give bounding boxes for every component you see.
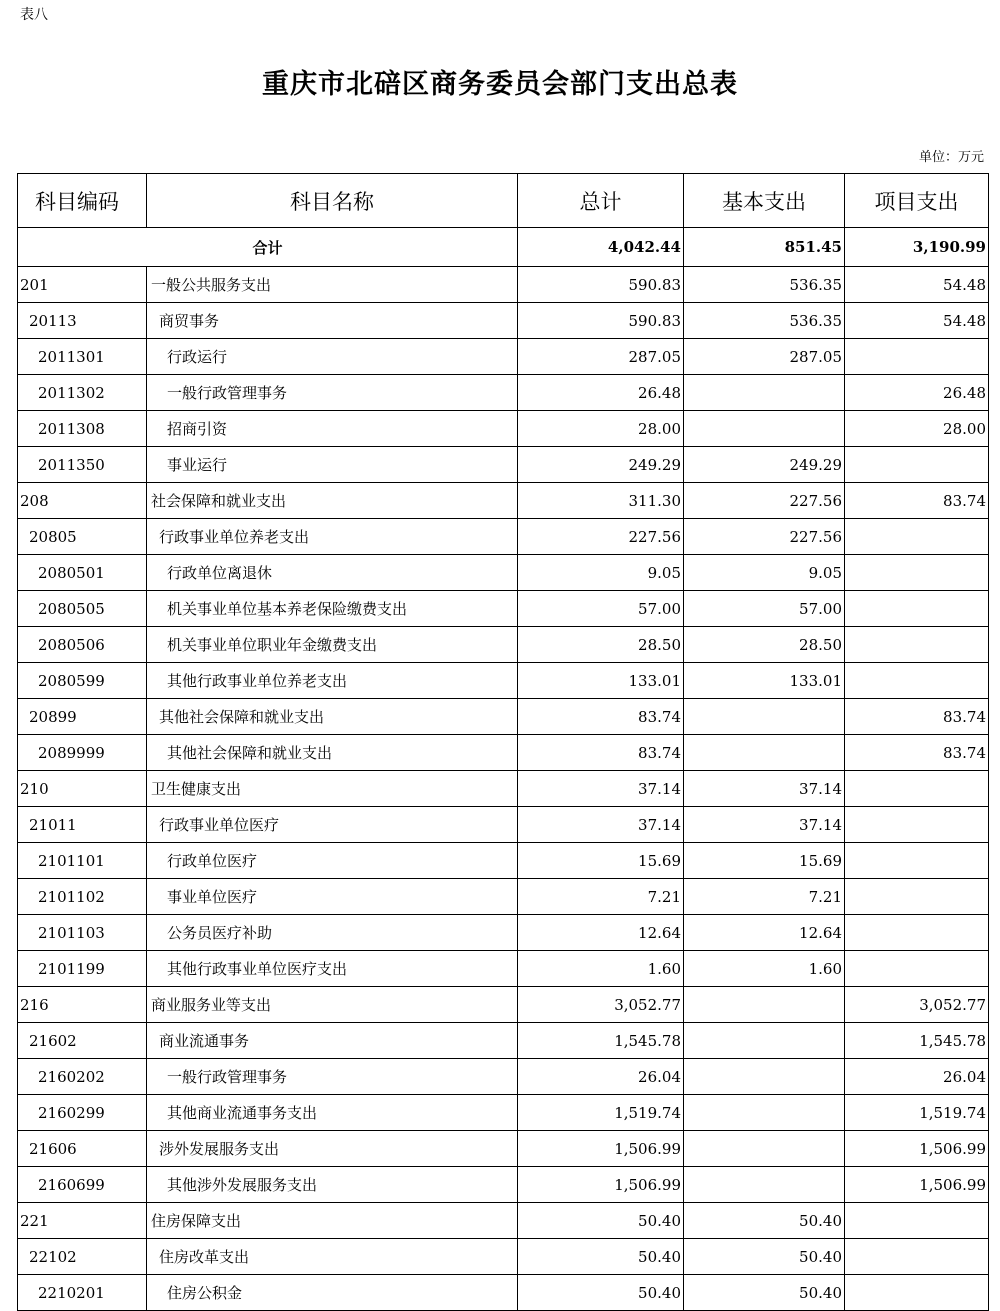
- row-project: [845, 447, 989, 483]
- total-row: [18, 228, 989, 267]
- table-row: [18, 303, 989, 339]
- row-name: 住房改革支出: [147, 1239, 518, 1275]
- row-code: 2011301: [18, 339, 147, 375]
- row-total: 590.83: [518, 267, 684, 303]
- row-project: [845, 843, 989, 879]
- row-name: 一般公共服务支出: [147, 267, 518, 303]
- row-name: 其他涉外发展服务支出: [147, 1167, 518, 1203]
- total-project: 3,190.99: [845, 228, 989, 267]
- row-project: [845, 1203, 989, 1239]
- row-total: 9.05: [518, 555, 684, 591]
- row-name: 其他商业流通事务支出: [147, 1095, 518, 1131]
- row-total: 26.04: [518, 1059, 684, 1095]
- expenditure-table: [17, 173, 989, 1311]
- row-total: 249.29: [518, 447, 684, 483]
- row-project: 83.74: [845, 483, 989, 519]
- row-project: [845, 663, 989, 699]
- row-basic: 536.35: [684, 267, 845, 303]
- table-row: [18, 735, 989, 771]
- row-project: [845, 915, 989, 951]
- row-total: 12.64: [518, 915, 684, 951]
- total-basic: 851.45: [684, 228, 845, 267]
- row-code: 2089999: [18, 735, 147, 771]
- total-label: 合计: [18, 228, 518, 267]
- row-total: 311.30: [518, 483, 684, 519]
- row-code: 2160299: [18, 1095, 147, 1131]
- table-row: [18, 411, 989, 447]
- row-name: 涉外发展服务支出: [147, 1131, 518, 1167]
- row-total: 133.01: [518, 663, 684, 699]
- table-row: [18, 1023, 989, 1059]
- row-code: 201: [18, 267, 147, 303]
- table-row: [18, 879, 989, 915]
- table-row: [18, 339, 989, 375]
- row-code: 2080501: [18, 555, 147, 591]
- table-row: [18, 1239, 989, 1275]
- row-project: 54.48: [845, 303, 989, 339]
- row-project: 1,506.99: [845, 1167, 989, 1203]
- row-project: 1,519.74: [845, 1095, 989, 1131]
- row-basic: [684, 1059, 845, 1095]
- row-total: 28.50: [518, 627, 684, 663]
- row-name: 机关事业单位基本养老保险缴费支出: [147, 591, 518, 627]
- header-project: 项目支出: [845, 174, 989, 228]
- row-code: 2011350: [18, 447, 147, 483]
- row-project: [845, 339, 989, 375]
- row-total: 590.83: [518, 303, 684, 339]
- row-basic: [684, 411, 845, 447]
- row-name: 机关事业单位职业年金缴费支出: [147, 627, 518, 663]
- table-row: [18, 1059, 989, 1095]
- row-total: 1.60: [518, 951, 684, 987]
- row-total: 37.14: [518, 771, 684, 807]
- table-row: [18, 483, 989, 519]
- row-code: 2101101: [18, 843, 147, 879]
- row-total: 37.14: [518, 807, 684, 843]
- row-basic: 287.05: [684, 339, 845, 375]
- row-name: 卫生健康支出: [147, 771, 518, 807]
- row-name: 行政单位离退休: [147, 555, 518, 591]
- row-basic: [684, 1131, 845, 1167]
- header-code: 科目编码: [18, 174, 147, 228]
- table-row: [18, 1203, 989, 1239]
- row-project: 28.00: [845, 411, 989, 447]
- row-basic: [684, 699, 845, 735]
- row-code: 20113: [18, 303, 147, 339]
- table-row: [18, 1131, 989, 1167]
- row-code: 22102: [18, 1239, 147, 1275]
- row-name: 一般行政管理事务: [147, 1059, 518, 1095]
- row-project: 1,545.78: [845, 1023, 989, 1059]
- row-name: 招商引资: [147, 411, 518, 447]
- table-row: [18, 987, 989, 1023]
- row-total: 50.40: [518, 1203, 684, 1239]
- row-basic: [684, 1167, 845, 1203]
- row-total: 50.40: [518, 1275, 684, 1311]
- unit-label: 单位：万元: [918, 150, 984, 165]
- row-project: 3,052.77: [845, 987, 989, 1023]
- row-total: 1,519.74: [518, 1095, 684, 1131]
- table-row: [18, 1275, 989, 1311]
- row-name: 行政单位医疗: [147, 843, 518, 879]
- row-name: 商业服务业等支出: [147, 987, 518, 1023]
- row-basic: 133.01: [684, 663, 845, 699]
- row-basic: [684, 375, 845, 411]
- row-code: 20899: [18, 699, 147, 735]
- row-basic: [684, 735, 845, 771]
- table-row: [18, 1095, 989, 1131]
- row-total: 15.69: [518, 843, 684, 879]
- table-row: [18, 1167, 989, 1203]
- row-name: 社会保障和就业支出: [147, 483, 518, 519]
- row-total: 50.40: [518, 1239, 684, 1275]
- row-code: 2210201: [18, 1275, 147, 1311]
- total-total: 4,042.44: [518, 228, 684, 267]
- row-name: 其他社会保障和就业支出: [147, 699, 518, 735]
- row-project: 83.74: [845, 735, 989, 771]
- row-total: 26.48: [518, 375, 684, 411]
- row-project: [845, 591, 989, 627]
- row-basic: 536.35: [684, 303, 845, 339]
- row-total: 57.00: [518, 591, 684, 627]
- row-name: 行政运行: [147, 339, 518, 375]
- row-project: 54.48: [845, 267, 989, 303]
- row-project: 26.48: [845, 375, 989, 411]
- row-basic: 28.50: [684, 627, 845, 663]
- row-project: [845, 627, 989, 663]
- row-code: 21606: [18, 1131, 147, 1167]
- row-project: [845, 519, 989, 555]
- table-row: [18, 375, 989, 411]
- row-name: 一般行政管理事务: [147, 375, 518, 411]
- row-name: 住房保障支出: [147, 1203, 518, 1239]
- row-code: 2080506: [18, 627, 147, 663]
- table-number-label: 表八: [20, 7, 48, 23]
- row-basic: 249.29: [684, 447, 845, 483]
- table-row: [18, 555, 989, 591]
- row-total: 83.74: [518, 735, 684, 771]
- table-row: [18, 951, 989, 987]
- row-basic: 50.40: [684, 1203, 845, 1239]
- table-row: [18, 843, 989, 879]
- row-total: 7.21: [518, 879, 684, 915]
- row-basic: 50.40: [684, 1239, 845, 1275]
- row-total: 1,506.99: [518, 1167, 684, 1203]
- row-code: 21011: [18, 807, 147, 843]
- table-row: [18, 447, 989, 483]
- table-row: [18, 915, 989, 951]
- row-name: 商业流通事务: [147, 1023, 518, 1059]
- row-name: 其他社会保障和就业支出: [147, 735, 518, 771]
- row-total: 227.56: [518, 519, 684, 555]
- table-header-row: [18, 174, 989, 228]
- row-project: [845, 771, 989, 807]
- row-code: 216: [18, 987, 147, 1023]
- row-project: 83.74: [845, 699, 989, 735]
- row-name: 商贸事务: [147, 303, 518, 339]
- page-title: 重庆市北碚区商务委员会部门支出总表: [262, 69, 738, 100]
- row-basic: 57.00: [684, 591, 845, 627]
- row-code: 210: [18, 771, 147, 807]
- row-name: 行政事业单位医疗: [147, 807, 518, 843]
- row-code: 221: [18, 1203, 147, 1239]
- row-total: 3,052.77: [518, 987, 684, 1023]
- row-name: 公务员医疗补助: [147, 915, 518, 951]
- row-code: 20805: [18, 519, 147, 555]
- row-code: 2101102: [18, 879, 147, 915]
- header-name: 科目名称: [147, 174, 518, 228]
- row-code: 2101199: [18, 951, 147, 987]
- row-project: [845, 1275, 989, 1311]
- row-basic: [684, 1095, 845, 1131]
- row-code: 208: [18, 483, 147, 519]
- row-basic: 9.05: [684, 555, 845, 591]
- row-project: [845, 1239, 989, 1275]
- row-basic: 1.60: [684, 951, 845, 987]
- table-row: [18, 267, 989, 303]
- row-basic: 37.14: [684, 807, 845, 843]
- row-code: 2160699: [18, 1167, 147, 1203]
- row-total: 83.74: [518, 699, 684, 735]
- row-basic: 7.21: [684, 879, 845, 915]
- row-code: 21602: [18, 1023, 147, 1059]
- row-basic: [684, 1023, 845, 1059]
- table-row: [18, 663, 989, 699]
- row-name: 行政事业单位养老支出: [147, 519, 518, 555]
- row-code: 2080599: [18, 663, 147, 699]
- row-basic: 37.14: [684, 771, 845, 807]
- row-total: 1,506.99: [518, 1131, 684, 1167]
- row-code: 2080505: [18, 591, 147, 627]
- table-row: [18, 591, 989, 627]
- row-basic: 50.40: [684, 1275, 845, 1311]
- table-row: [18, 519, 989, 555]
- row-project: [845, 951, 989, 987]
- table-row: [18, 771, 989, 807]
- header-basic: 基本支出: [684, 174, 845, 228]
- row-name: 其他行政事业单位养老支出: [147, 663, 518, 699]
- row-total: 287.05: [518, 339, 684, 375]
- row-basic: 227.56: [684, 483, 845, 519]
- row-project: 1,506.99: [845, 1131, 989, 1167]
- row-project: [845, 879, 989, 915]
- table-row: [18, 699, 989, 735]
- row-total: 28.00: [518, 411, 684, 447]
- row-name: 其他行政事业单位医疗支出: [147, 951, 518, 987]
- row-basic: 227.56: [684, 519, 845, 555]
- row-code: 2011302: [18, 375, 147, 411]
- table-row: [18, 807, 989, 843]
- row-total: 1,545.78: [518, 1023, 684, 1059]
- row-code: 2160202: [18, 1059, 147, 1095]
- row-project: 26.04: [845, 1059, 989, 1095]
- header-total: 总计: [518, 174, 684, 228]
- row-basic: [684, 987, 845, 1023]
- row-basic: 15.69: [684, 843, 845, 879]
- table-row: [18, 627, 989, 663]
- row-project: [845, 555, 989, 591]
- row-name: 住房公积金: [147, 1275, 518, 1311]
- row-project: [845, 807, 989, 843]
- row-code: 2011308: [18, 411, 147, 447]
- row-code: 2101103: [18, 915, 147, 951]
- row-name: 事业单位医疗: [147, 879, 518, 915]
- row-name: 事业运行: [147, 447, 518, 483]
- row-basic: 12.64: [684, 915, 845, 951]
